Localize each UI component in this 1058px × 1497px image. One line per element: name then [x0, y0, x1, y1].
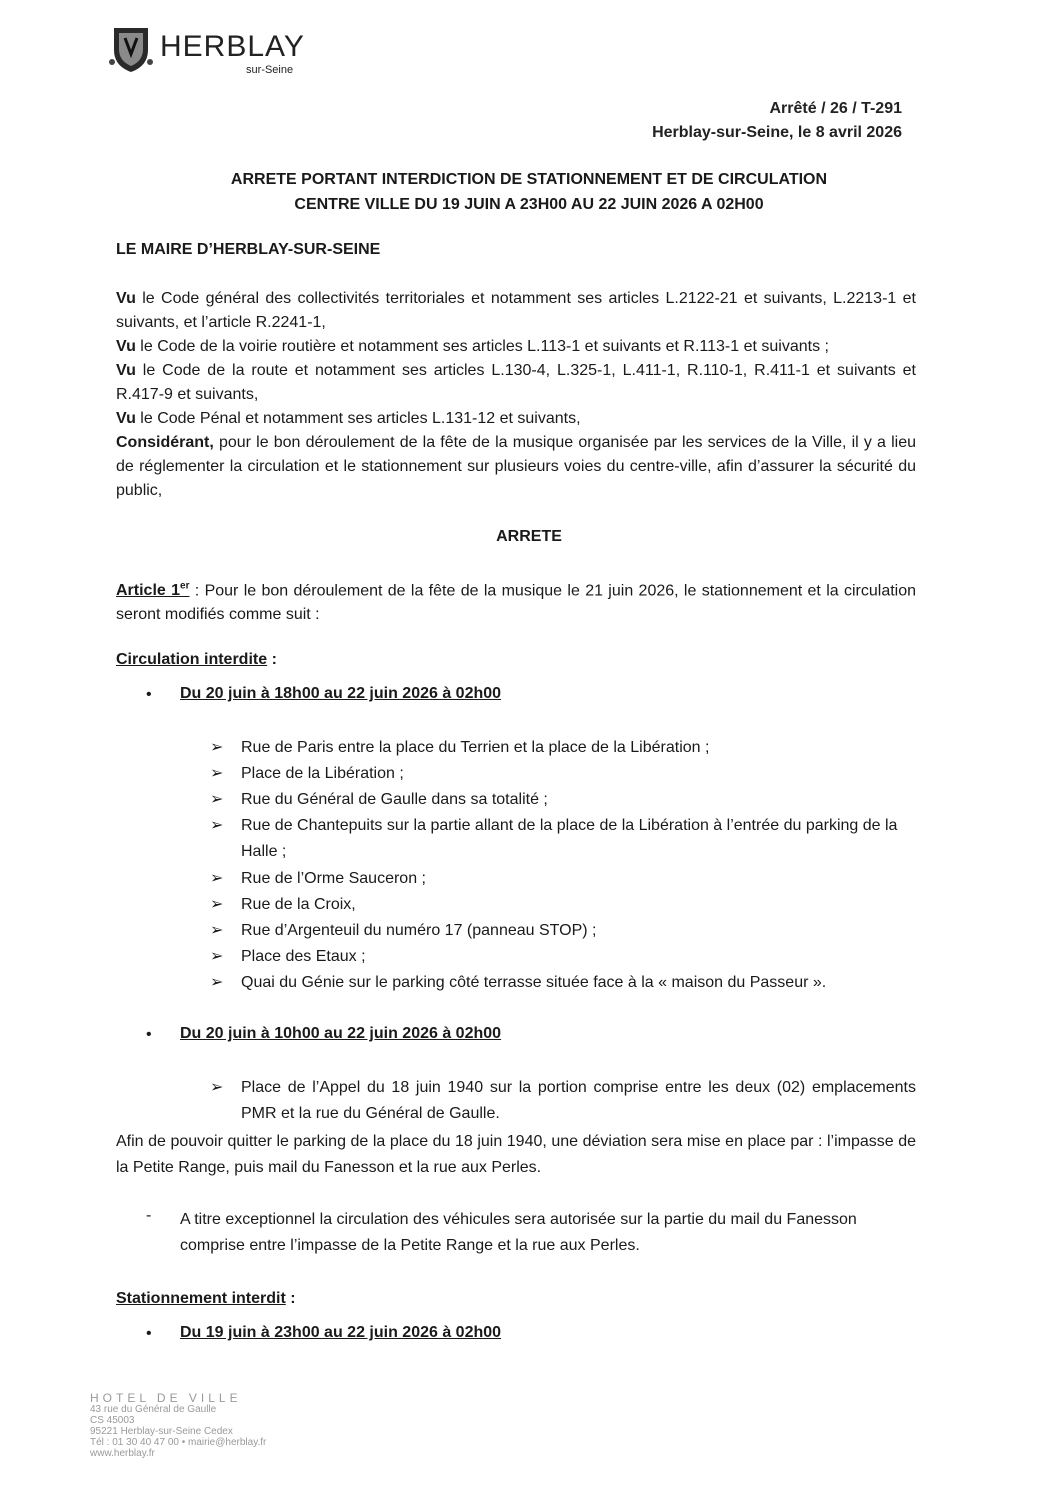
footer-line: 95221 Herblay-sur-Seine Cedex: [90, 1426, 233, 1437]
stationnement-period-1: Du 19 juin à 23h00 au 22 juin 2026 à 02h00: [180, 1324, 502, 1341]
city-logo: [108, 24, 348, 76]
visa-item: Vu le Code Pénal et notamment ses articles L.131-12 et suivants,: [116, 410, 581, 427]
footer-address: [90, 1393, 266, 1459]
logo-subtitle: sur-Seine: [246, 64, 294, 76]
bullet-icon: •: [146, 686, 152, 703]
street-item: ➢ Rue de la Croix,: [210, 892, 916, 918]
arrow-bullet-icon: ➢: [210, 974, 224, 991]
street-item: ➢ Rue de Paris entre la place du Terrien et la place de la Libération ;: [210, 735, 916, 761]
article-1: Article 1er : Pour le bon déroulement de la fête de la musique le 21 juin 2026, le stationnement et la circulation seront modifiés comme suit :: [116, 581, 917, 624]
visas-block: [116, 287, 916, 503]
footer-line: CS 45003: [90, 1415, 135, 1426]
arrow-bullet-icon: ➢: [210, 870, 224, 887]
footer-line: 43 rue du Général de Gaulle: [90, 1404, 217, 1415]
visa-item: Vu le Code de la voirie routière et notamment ses articles L.113-1 et suivants et R.113-1 et suivants ;: [116, 338, 829, 355]
street-item: ➢ Place de la Libération ;: [210, 761, 916, 787]
arrow-bullet-icon: ➢: [210, 791, 224, 808]
street-item: ➢ Rue de Chantepuits sur la partie allant de la place de la Libération à l’entrée du parking de la Halle ;: [210, 813, 916, 865]
period-2: Du 20 juin à 10h00 au 22 juin 2026 à 02h00: [180, 1025, 502, 1042]
footer-line: Tél : 01 30 40 47 00 • mairie@herblay.fr: [90, 1437, 267, 1448]
arrow-bullet-icon: ➢: [210, 765, 224, 782]
circulation-heading: Circulation interdite :: [116, 651, 277, 668]
arrow-bullet-icon: ➢: [210, 896, 224, 913]
street-item: ➢ Rue d’Argenteuil du numéro 17 (panneau STOP) ;: [210, 918, 916, 944]
arrow-bullet-icon: ➢: [210, 948, 224, 965]
period-1: Du 20 juin à 18h00 au 22 juin 2026 à 02h00: [180, 685, 502, 702]
street-item: ➢ Rue du Général de Gaulle dans sa totalité ;: [210, 787, 916, 813]
considerant-item: Considérant, pour le bon déroulement de la fête de la musique organisée par les services de la Ville, il y a lieu de réglementer la circulation et le stationnement sur plusieurs voies du centre-ville, afin d’assurer la sécurité du public,: [116, 434, 916, 499]
arrow-bullet-icon: ➢: [210, 922, 224, 939]
exception-text: A titre exceptionnel la circulation des véhicules sera autorisée sur la partie du mail du Fanesson comprise entre l’impasse de la Petite Range et la rue aux Perles.: [180, 1211, 857, 1254]
document-title: [0, 167, 1058, 217]
title-line-2: CENTRE VILLE DU 19 JUIN A 23H00 AU 22 JUIN 2026 A 02H00: [294, 196, 764, 213]
arrow-bullet-icon: ➢: [210, 1079, 224, 1096]
arrow-bullet-icon: ➢: [210, 739, 224, 756]
street-item: ➢ Place de l’Appel du 18 juin 1940 sur la portion comprise entre les deux (02) emplacements PMR et la rue du Général de Gaulle.: [210, 1075, 916, 1127]
logo-name: HERBLAY: [160, 30, 305, 63]
visa-item: Vu le Code général des collectivités territoriales et notamment ses articles L.2122-21 et suivants, L.2213-1 et suivants, et l’article R.2241-1,: [116, 290, 916, 331]
dash-bullet: -: [146, 1207, 152, 1224]
stationnement-heading: Stationnement interdit :: [116, 1290, 296, 1307]
reference-block: [652, 97, 902, 145]
bullet-icon: •: [146, 1325, 152, 1342]
footer-line: www.herblay.fr: [90, 1448, 155, 1459]
street-item: ➢ Place des Etaux ;: [210, 944, 916, 970]
deviation-text: Afin de pouvoir quitter le parking de la place du 18 juin 1940, une déviation sera mise en place par : l’impasse de la Petite Range, puis mail du Fanesson et la rue aux Perles.: [116, 1133, 916, 1176]
crest-icon: [108, 24, 154, 74]
visa-item: Vu le Code de la route et notamment ses articles L.130-4, L.325-1, L.411-1, R.110-1, R.411-1 et suivants et R.417-9 et suivants,: [116, 362, 916, 403]
bullet-icon: •: [146, 1026, 152, 1043]
footer-line: HOTEL DE VILLE: [90, 1391, 242, 1405]
place-date: Herblay-sur-Seine, le 8 avril 2026: [652, 124, 902, 141]
article-1-label: Article 1er: [116, 581, 190, 600]
title-line-1: ARRETE PORTANT INTERDICTION DE STATIONNEMENT ET DE CIRCULATION: [230, 171, 828, 188]
arrete-heading: ARRETE: [496, 528, 562, 545]
street-item: ➢ Quai du Génie sur le parking côté terrasse située face à la « maison du Passeur ».: [210, 970, 916, 996]
arrow-bullet-icon: ➢: [210, 817, 224, 834]
arrete-reference: Arrêté / 26 / T-291: [769, 100, 902, 117]
mayor-heading: LE MAIRE D’HERBLAY-SUR-SEINE: [116, 241, 381, 258]
street-item: ➢ Rue de l’Orme Sauceron ;: [210, 866, 916, 892]
